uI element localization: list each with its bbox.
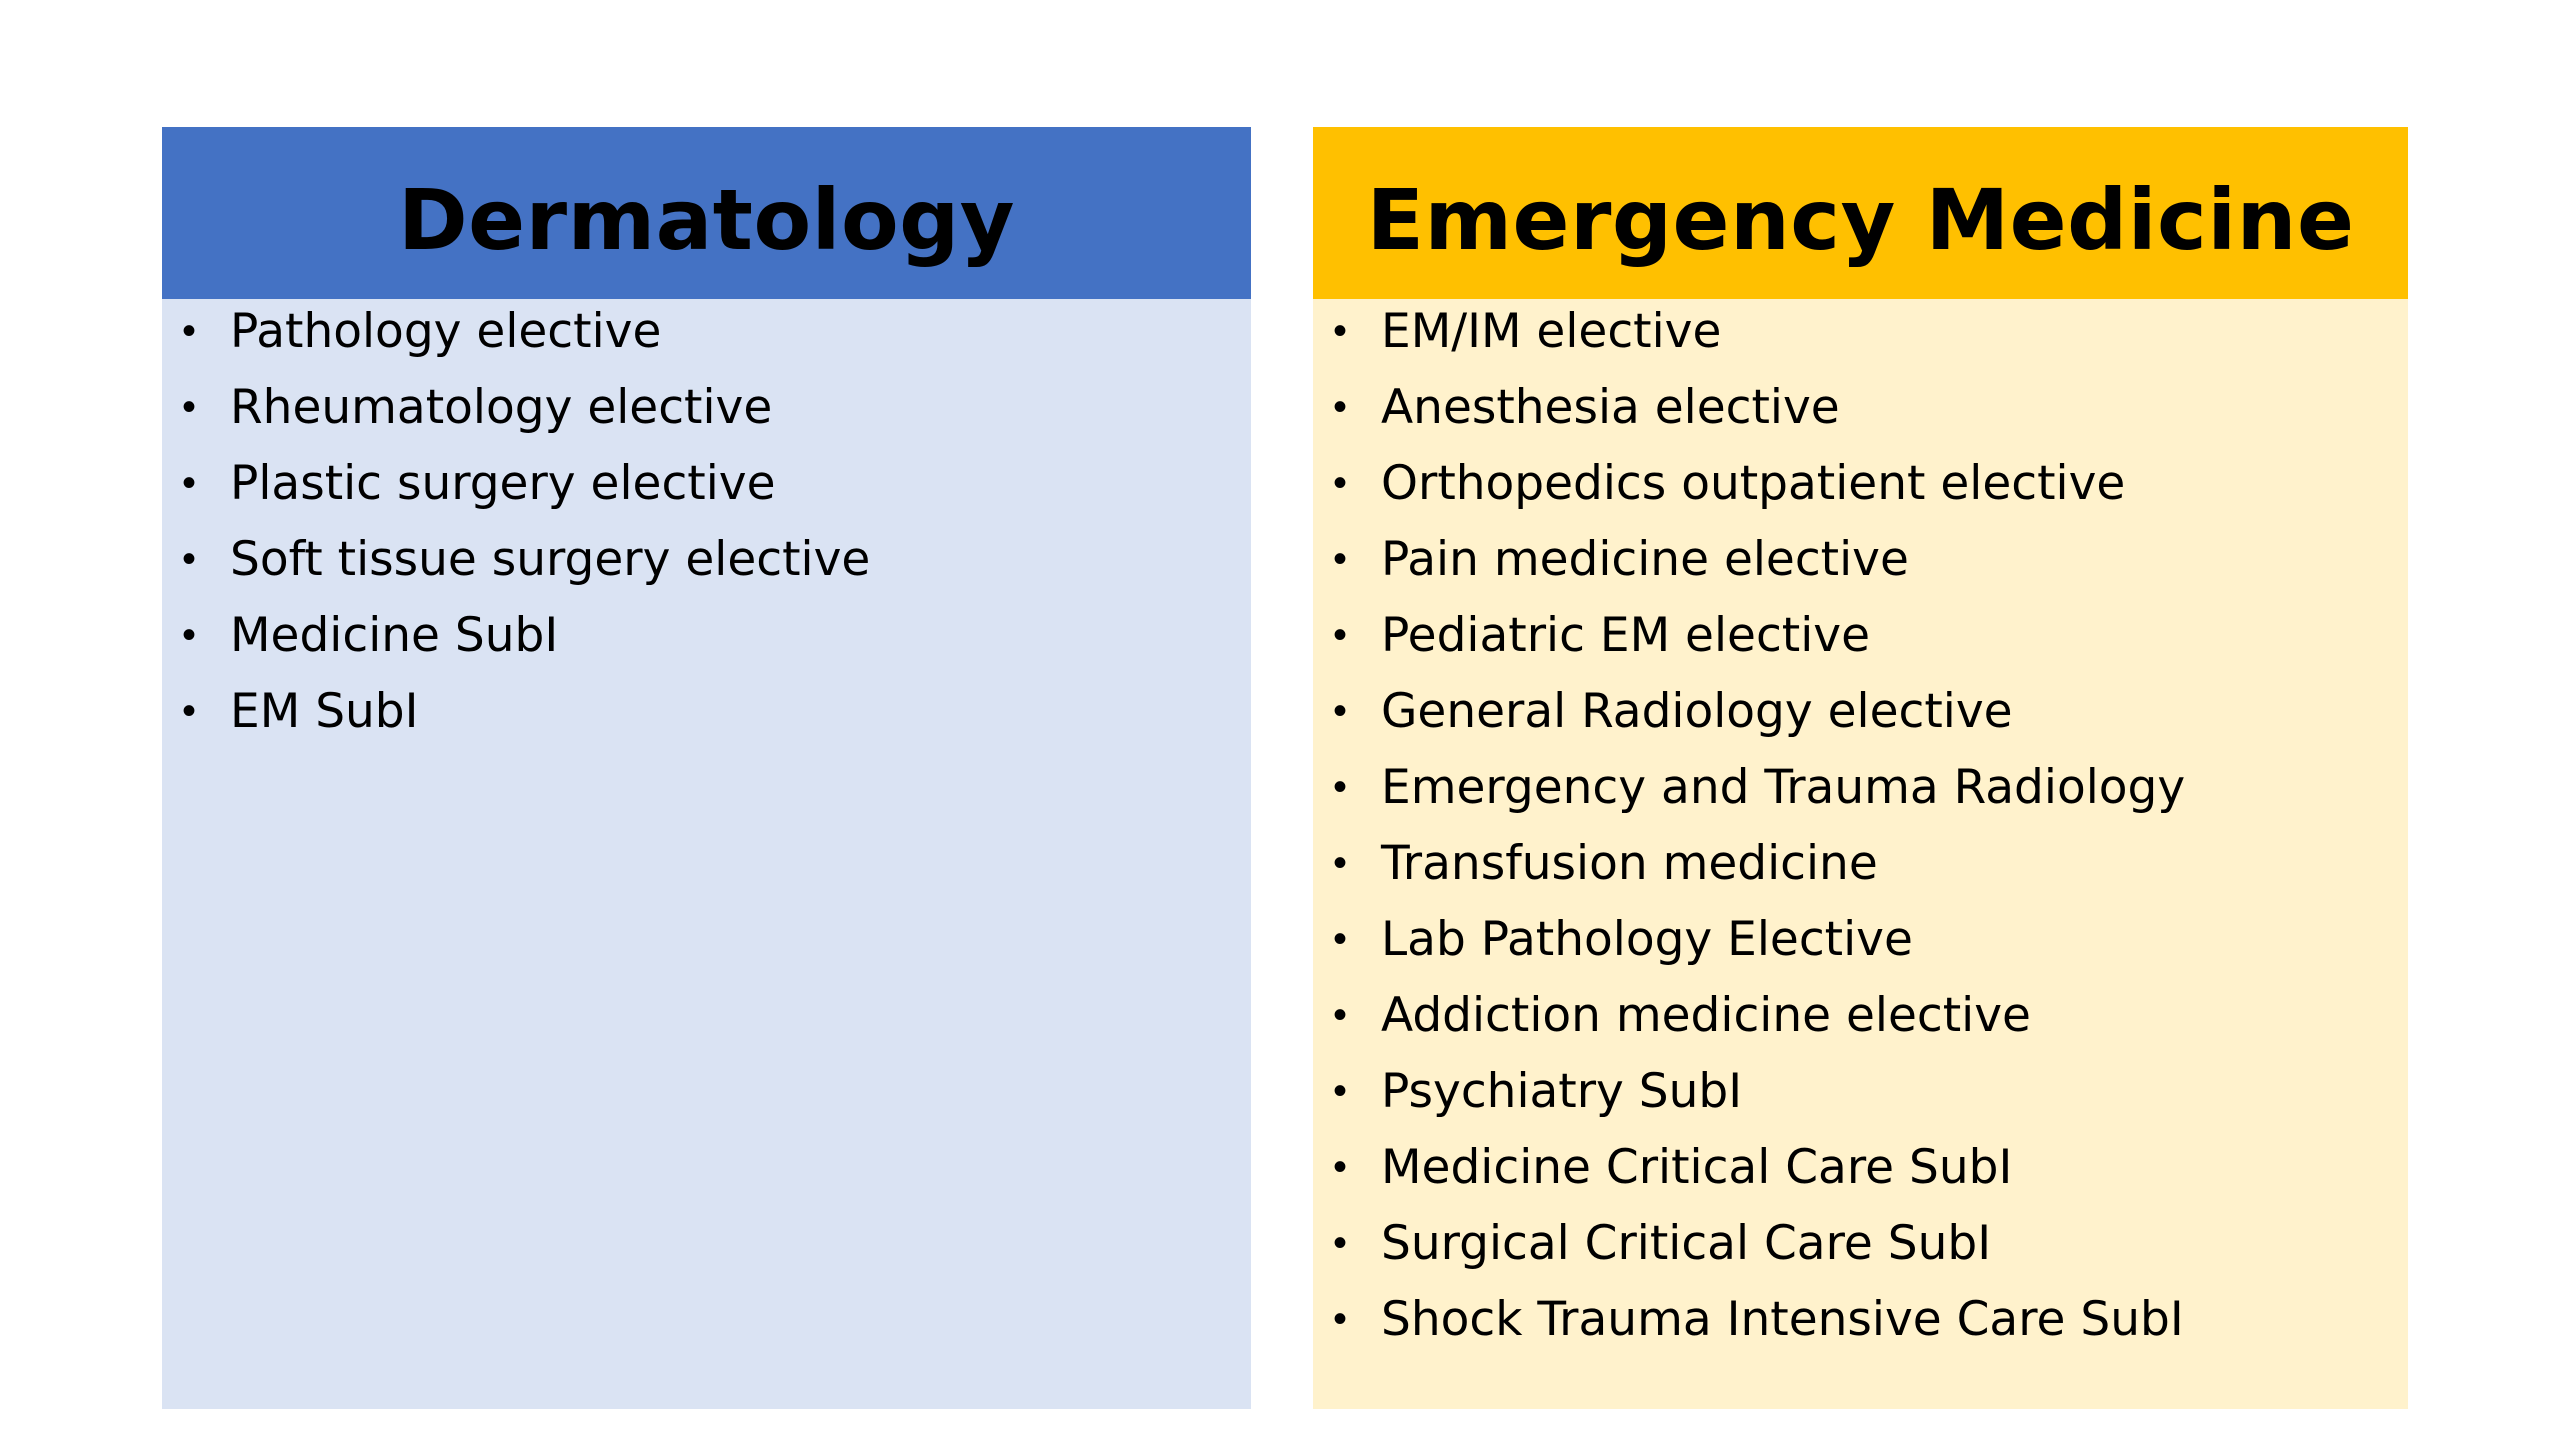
list-item-text: Surgical Critical Care SubI <box>1381 1215 1992 1271</box>
bullet: • <box>1333 612 1348 657</box>
emergency-medicine-header <box>1313 127 2408 299</box>
list-item <box>1313 825 1878 901</box>
bullet: • <box>182 612 197 657</box>
list-item-text: Medicine Critical Care SubI <box>1381 1139 2013 1195</box>
bullet: • <box>182 308 197 353</box>
bullet: • <box>1333 1220 1348 1265</box>
list-item <box>1313 1053 1742 1129</box>
list-item <box>1313 597 1870 673</box>
bullet: • <box>1333 1296 1348 1341</box>
bullet: • <box>1333 384 1348 429</box>
list-item <box>1313 445 2125 521</box>
bullet: • <box>1333 460 1348 505</box>
list-item <box>162 673 419 749</box>
bullet: • <box>1333 840 1348 885</box>
list-item-text: Pediatric EM elective <box>1381 607 1871 663</box>
emergency-medicine-title: Emergency Medicine <box>1366 171 2355 269</box>
list-item <box>162 293 661 369</box>
list-item <box>1313 369 1840 445</box>
list-item-text: Shock Trauma Intensive Care SubI <box>1381 1291 2184 1347</box>
list-item <box>1313 293 1721 369</box>
list-item-text: Transfusion medicine <box>1381 835 1878 891</box>
list-item <box>1313 1129 2012 1205</box>
bullet: • <box>1333 1068 1348 1113</box>
list-item <box>1313 977 2031 1053</box>
bullet: • <box>1333 992 1348 1037</box>
list-item-text: Psychiatry SubI <box>1381 1063 1743 1119</box>
bullet: • <box>1333 688 1348 733</box>
bullet: • <box>1333 308 1348 353</box>
bullet: • <box>182 384 197 429</box>
list-item-text: Lab Pathology Elective <box>1381 911 1913 967</box>
list-item <box>1313 1281 2184 1357</box>
dermatology-title: Dermatology <box>397 171 1016 269</box>
dermatology-panel <box>162 127 1251 1409</box>
list-item <box>162 445 776 521</box>
list-item-text: Orthopedics outpatient elective <box>1381 455 2126 511</box>
list-item <box>162 597 558 673</box>
list-item <box>1313 1205 1991 1281</box>
bullet: • <box>1333 916 1348 961</box>
bullet: • <box>1333 536 1348 581</box>
list-item-text: Emergency and Trauma Radiology <box>1381 759 2186 815</box>
list-item-text: Pain medicine elective <box>1381 531 1909 587</box>
bullet: • <box>182 688 197 733</box>
list-item-text: Rheumatology elective <box>230 379 773 435</box>
dermatology-header <box>162 127 1251 299</box>
list-item-text: Anesthesia elective <box>1381 379 1840 435</box>
list-item-text: Soft tissue surgery elective <box>230 531 871 587</box>
bullet: • <box>1333 764 1348 809</box>
list-item <box>162 369 772 445</box>
list-item-text: Medicine SubI <box>230 607 559 663</box>
list-item-text: Pathology elective <box>230 303 662 359</box>
emergency-medicine-panel <box>1313 127 2408 1409</box>
list-item-text: Plastic surgery elective <box>230 455 776 511</box>
list-item <box>162 521 870 597</box>
list-item <box>1313 901 1913 977</box>
bullet: • <box>1333 1144 1348 1189</box>
list-item <box>1313 521 1909 597</box>
bullet: • <box>182 460 197 505</box>
bullet: • <box>182 536 197 581</box>
list-item-text: EM SubI <box>230 683 419 739</box>
list-item-text: General Radiology elective <box>1381 683 2013 739</box>
list-item <box>1313 673 2013 749</box>
list-item-text: EM/IM elective <box>1381 303 1722 359</box>
list-item <box>1313 749 2185 825</box>
list-item-text: Addiction medicine elective <box>1381 987 2031 1043</box>
